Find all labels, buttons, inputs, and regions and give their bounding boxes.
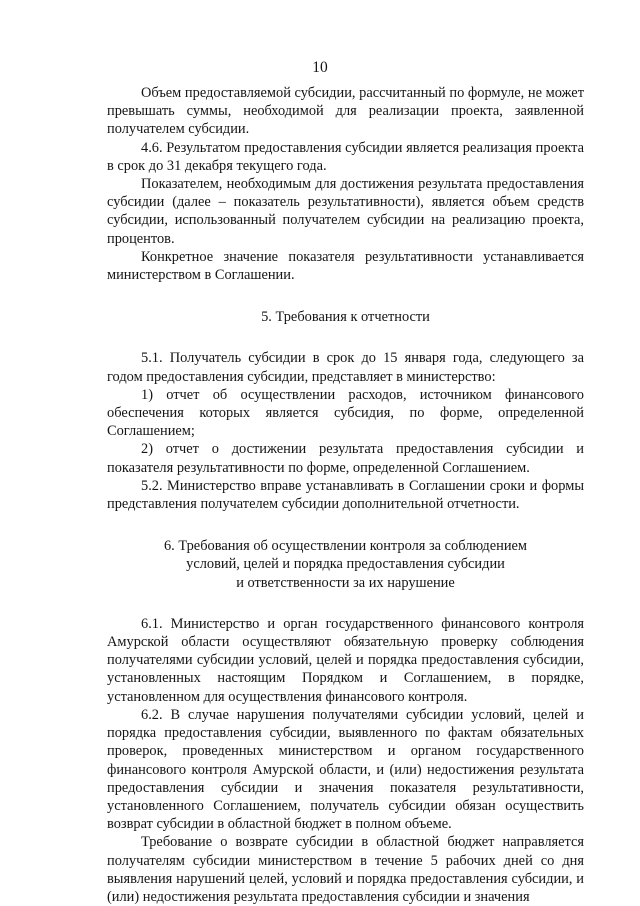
list-item: 2) отчет о достижении результата предоставления субсидии и показателя результативности по форме, определенной Соглашением. <box>107 441 584 476</box>
paragraph: Показателем, необходимым для достижения результата предоставления субсидии (далее – показатель результативности), является объем средств субсидии, использованный получателем субсидии на реализацию проекта, процентов. <box>107 176 584 247</box>
paragraph: 5.1. Получатель субсидии в срок до 15 января года, следующего за годом предоставления субсидии, представляет в министерство: <box>107 350 584 385</box>
document-body <box>107 84 584 906</box>
paragraph: Конкретное значение показателя результативности устанавливается министерством в Соглашении. <box>107 248 584 284</box>
paragraph: 4.6. Результатом предоставления субсидии является реализация проекта в срок до 31 декабря текущего года. <box>107 139 584 174</box>
paragraph: Требование о возврате субсидии в областной бюджет направляется получателям субсидии министерством в течение 5 рабочих дней со дня выявления нарушений целей, условий и порядка предоставления субсидии, и (или) недостижения результата предоставления субсидии и значения <box>107 834 584 905</box>
heading-line: и ответственности за их нарушение <box>236 574 455 591</box>
paragraph: 6.1. Министерство и орган государственного финансового контроля Амурской области осуществляют обязательную проверку соблюдения получателями субсидии условий, целей и порядка предоставления субсидии, установленных настоящим Порядком и Соглашением, в порядке, установленном для осуществления финансового контроля. <box>107 615 584 705</box>
paragraph: Объем предоставляемой субсидии, рассчитанный по формуле, не может превышать суммы, необходимой для реализации проекта, заявленной получателем субсидии. <box>107 85 584 138</box>
page-number: 10 <box>312 59 328 76</box>
heading-line: 6. Требования об осуществлении контроля за соблюдением <box>163 538 528 555</box>
heading-line: условий, целей и порядка предоставления субсидии <box>186 556 505 573</box>
paragraph: 6.2. В случае нарушения получателями субсидии условий, целей и порядка предоставления субсидии, выявленного по фактам обязательных проверок, проведенных министерством и органом государственного финансового контроля Амурской области, и (или) недостижения результата предоставления субсидии и значения показателя результативности, установленного Соглашением, получатель субсидии обязан осуществить возврат субсидии в областной бюджет в полном объеме. <box>107 706 584 833</box>
section-heading-6 <box>107 537 584 592</box>
list-item: 1) отчет об осуществлении расходов, источником финансового обеспечения которых является субсидия, по форме, определенной Соглашением; <box>107 386 584 440</box>
paragraph: 5.2. Министерство вправе устанавливать в Соглашении сроки и формы представления получателем субсидии дополнительной отчетности. <box>107 477 584 513</box>
section-heading-5: 5. Требования к отчетности <box>261 309 430 326</box>
